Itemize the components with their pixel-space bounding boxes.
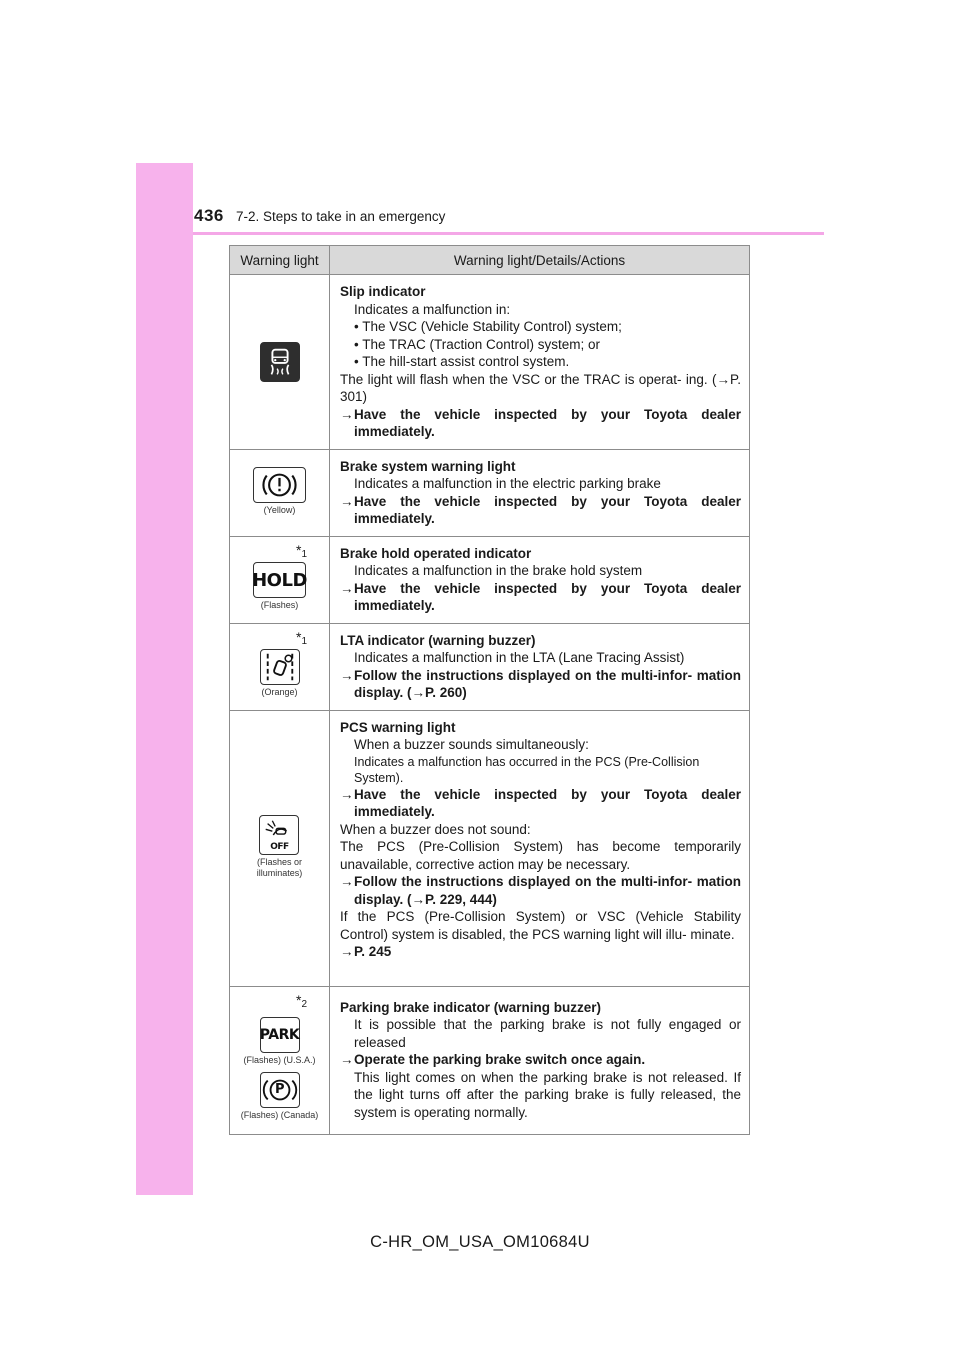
pcs-description	[330, 710, 750, 986]
icon-cell	[230, 536, 330, 623]
footnote-marker: $*_1$	[295, 628, 307, 647]
pcs-title: PCS warning light	[340, 719, 456, 735]
footnote-marker: $*_1$	[295, 541, 307, 560]
header-rule	[193, 232, 824, 235]
slip-description	[330, 275, 750, 450]
slip-action	[340, 406, 741, 441]
icon-cell	[230, 275, 330, 450]
table-row	[230, 986, 750, 1134]
icon-caption: illuminates)	[256, 868, 303, 878]
arrow-icon: →	[340, 874, 354, 889]
icon-cell	[230, 710, 330, 986]
park-icon	[260, 1017, 300, 1053]
footnote-marker: $*_2$	[295, 991, 307, 1010]
icon-caption: (Flashes) (U.S.A.)	[243, 1054, 316, 1065]
arrow-icon: →	[340, 786, 354, 802]
pcs-note: Indicates a malfunction has occurred in the PCS (Pre-Collision System).	[354, 754, 700, 785]
icon-cell	[230, 986, 330, 1134]
parking-brake-icon	[260, 1072, 300, 1108]
pcs-action-text: P. 245	[354, 944, 392, 959]
slip-indicator-icon	[260, 342, 300, 382]
lta-intro: Indicates a malfunction in the LTA (Lane Tracing Assist)	[354, 650, 685, 665]
brake-system-action	[340, 493, 741, 528]
lta-description	[330, 623, 750, 710]
slip-title: Slip indicator	[340, 284, 426, 299]
icon-caption: (Orange)	[261, 687, 298, 697]
parking-action	[340, 1051, 741, 1069]
pcs-action	[340, 873, 741, 908]
brake-system-intro: Indicates a malfunction in the electric parking brake	[354, 476, 661, 491]
arrow-icon: →	[340, 580, 354, 596]
arrow-icon: →	[340, 493, 354, 509]
parking-description	[330, 986, 750, 1134]
brake-system-action-text: Have the vehicle inspected by your Toyota dealer immediately.	[354, 493, 741, 526]
pcs-line: When a buzzer does not sound:	[340, 821, 531, 837]
table-row	[230, 623, 750, 710]
col-header-warning-light: Warning light	[230, 246, 330, 275]
park-icon-text: PARK	[259, 1026, 300, 1043]
icon-caption: (Flashes or	[256, 857, 302, 867]
brake-hold-action	[340, 580, 741, 615]
lta-title: LTA indicator (warning buzzer)	[340, 632, 536, 648]
table-header-row	[230, 246, 750, 275]
pcs-line: If the PCS (Pre-Collision System) or VSC (Vehicle Stability Control) system is disabled, the PCS warning light will illu- minate.	[340, 909, 741, 942]
arrow-icon: →	[340, 667, 354, 683]
brake-hold-icon-text: HOLD	[252, 569, 307, 591]
icon-cell	[230, 449, 330, 536]
slip-bullet: • The TRAC (Traction Control) system; or	[354, 336, 601, 352]
parking-brake-icon-text: P	[274, 1082, 285, 1097]
table-row	[230, 536, 750, 623]
arrow-icon: →	[340, 406, 354, 422]
pcs-line: When a buzzer sounds simultaneously:	[354, 737, 589, 752]
pcs-action	[340, 786, 741, 821]
pcs-off-icon-text: OFF	[270, 842, 289, 852]
brake-hold-action-text: Have the vehicle inspected by your Toyota dealer immediately.	[354, 580, 741, 613]
parking-title: Parking brake indicator (warning buzzer)	[340, 999, 602, 1015]
table-row	[230, 710, 750, 986]
arrow-icon: →	[340, 1052, 354, 1067]
lane-tracing-icon	[260, 649, 300, 685]
pcs-line: The PCS (Pre-Collision System) has become temporarily unavailable, corrective action may be necessary.	[340, 839, 741, 872]
table-row	[230, 449, 750, 536]
col-header-details: Warning light/Details/Actions	[330, 246, 750, 275]
parking-action-text: Operate the parking brake switch once again.	[354, 1052, 646, 1067]
page-number: 436	[194, 206, 224, 225]
brake-hold-title: Brake hold operated indicator	[340, 545, 532, 561]
table-row	[230, 275, 750, 450]
slip-bullet: • The hill-start assist control system.	[354, 354, 570, 369]
icon-caption: (Yellow)	[263, 505, 296, 515]
brake-system-title: Brake system warning light	[340, 458, 516, 474]
icon-caption: (Flashes)	[260, 600, 299, 610]
brake-hold-icon	[253, 562, 306, 598]
brake-hold-intro: Indicates a malfunction in the brake hold system	[354, 563, 643, 578]
chapter-side-tab	[136, 163, 193, 1195]
slip-action-text: Have the vehicle inspected by your Toyota dealer immediately.	[354, 406, 741, 439]
lta-action	[340, 667, 741, 702]
brake-system-description	[330, 449, 750, 536]
lta-action-text: Follow the instructions displayed on the multi-infor- mation display. (→P. 260)	[354, 667, 741, 700]
slip-bullet: • The VSC (Vehicle Stability Control) system;	[354, 319, 622, 334]
slip-detail: The light will flash when the VSC or the TRAC is operat- ing. (→P. 301)	[340, 371, 741, 404]
warning-light-table	[229, 245, 750, 1135]
brake-warning-icon	[253, 467, 306, 503]
slip-intro: Indicates a malfunction in:	[354, 301, 511, 317]
pcs-action-text: Have the vehicle inspected by your Toyota dealer immediately.	[354, 786, 741, 819]
pcs-action-text: Follow the instructions displayed on the multi-infor- mation display. (→P. 229, 444)	[354, 874, 741, 907]
parking-intro: It is possible that the parking brake is not fully engaged or released	[354, 1017, 741, 1050]
section-title: 7-2. Steps to take in an emergency	[236, 209, 446, 224]
brake-hold-description	[330, 536, 750, 623]
document-code: C-HR_OM_USA_OM10684U	[370, 1233, 590, 1251]
pcs-action	[340, 943, 741, 961]
icon-cell	[230, 623, 330, 710]
pcs-off-icon	[259, 815, 299, 855]
parking-detail: This light comes on when the parking brake is not released. If the light turns off after the parking brake is fully released, the system is operating normally.	[354, 1069, 741, 1120]
icon-caption: (Flashes) (Canada)	[240, 1109, 319, 1120]
arrow-icon: →	[340, 944, 354, 959]
